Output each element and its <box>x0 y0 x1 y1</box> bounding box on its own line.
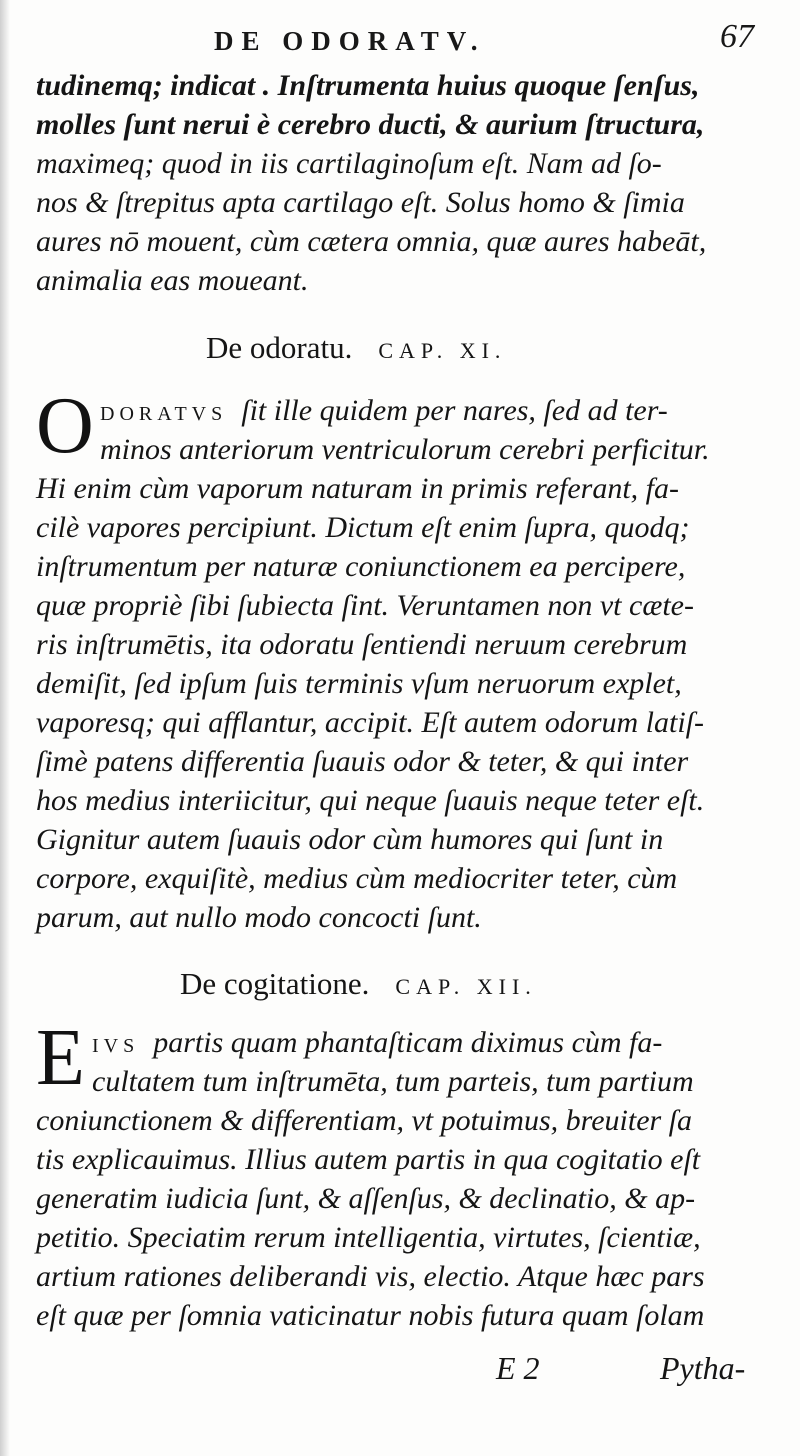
text-line-content: ſit ille quidem per nares, ſed ad ter- <box>241 394 668 427</box>
text-line: ſimè patens differentia ſuauis odor & teter, & qui inter <box>36 745 689 778</box>
text-line: nos & ſtrepitus apta cartilago eſt. Solus homo & ſimia <box>36 186 685 219</box>
catchword: Pytha- <box>660 1350 746 1386</box>
opening-word: DORATVS <box>100 403 228 425</box>
text-line: quæ propriè ſibi ſubiecta ſint. Veruntamen non vt cæte- <box>36 589 694 622</box>
text-line: inſtrumentum per naturæ coniunctionem ea percipere, <box>36 550 686 583</box>
text-line: animalia eas moueant. <box>36 264 309 297</box>
text-line: Hi enim cùm vaporum naturam in primis referant, fa- <box>36 472 680 505</box>
text-line: Gignitur autem ſuauis odor cùm humores qui ſunt in <box>36 823 664 856</box>
text-line-content: partis quam phantaſticam diximus cùm fa- <box>153 1026 663 1059</box>
chapter-number: CAP. XI. <box>378 338 507 363</box>
running-head: DE ODORATV. <box>214 26 486 56</box>
text-line: cilè vapores percipiunt. Dictum eſt enim ſupra, quodq; <box>36 511 690 544</box>
text-line: maximeq; quod in iis cartilaginoſum eſt. Nam ad ſo- <box>36 147 662 180</box>
signature-mark: E 2 <box>496 1350 540 1386</box>
text-line <box>92 1025 662 1064</box>
page-number: 67 <box>720 18 754 55</box>
text-line: eſt quæ per ſomnia vaticinatur nobis futura quam ſolam <box>36 1299 705 1332</box>
chapter-number: CAP. XII. <box>395 974 537 999</box>
text-line: vaporesq; qui afflantur, accipit. Eſt autem odorum latiſ- <box>36 706 704 739</box>
text-line: generatim iudicia ſunt, & aſſenſus, & declinatio, & ap- <box>36 1182 696 1215</box>
text-line: coniunctionem & differentiam, vt potuimus, breuiter ſa <box>36 1104 693 1137</box>
text-line: aures nō mouent, cùm cætera omnia, quæ aures habeāt, <box>36 225 707 258</box>
chapter-title: De odoratu. <box>206 330 353 365</box>
text-line: ris inſtrumētis, ita odoratu ſentiendi neruum cerebrum <box>36 628 688 661</box>
text-line: minos anteriorum ventriculorum cerebri perficitur. <box>100 433 710 466</box>
text-line: corpore, exquiſitè, medius cùm mediocriter teter, cùm <box>36 862 678 895</box>
text-line: artium rationes deliberandi vis, electio. Atque hæc pars <box>36 1260 705 1293</box>
text-line: demiſit, ſed ipſum ſuis terminis vſum neruorum explet, <box>36 667 682 700</box>
chapter-heading-xi <box>206 330 506 366</box>
chapter-heading-xii <box>180 966 537 1002</box>
text-line: molles ſunt nerui è cerebro ducti, & aurium ſtructura, <box>36 108 705 141</box>
text-line <box>100 393 668 432</box>
text-line: petitio. Speciatim rerum intelligentia, virtutes, ſcientiæ, <box>36 1221 701 1254</box>
chapter-title: De cogitatione. <box>180 966 370 1001</box>
text-line: tis explicauimus. Illius autem partis in qua cogitatio eſt <box>36 1143 701 1176</box>
drop-capital: O <box>36 382 94 470</box>
text-line: cultatem tum inſtrumēta, tum parteis, tum partium <box>92 1065 694 1098</box>
text-line: hos medius interiicitur, qui neque ſuauis neque teter eſt. <box>36 784 705 817</box>
text-line: parum, aut nullo modo concocti ſunt. <box>36 901 482 934</box>
text-line: tudinemq; indicat . Inſtrumenta huius quoque ſenſus, <box>36 69 700 102</box>
opening-word: IVS <box>92 1035 140 1057</box>
drop-capital: E <box>36 1014 85 1102</box>
